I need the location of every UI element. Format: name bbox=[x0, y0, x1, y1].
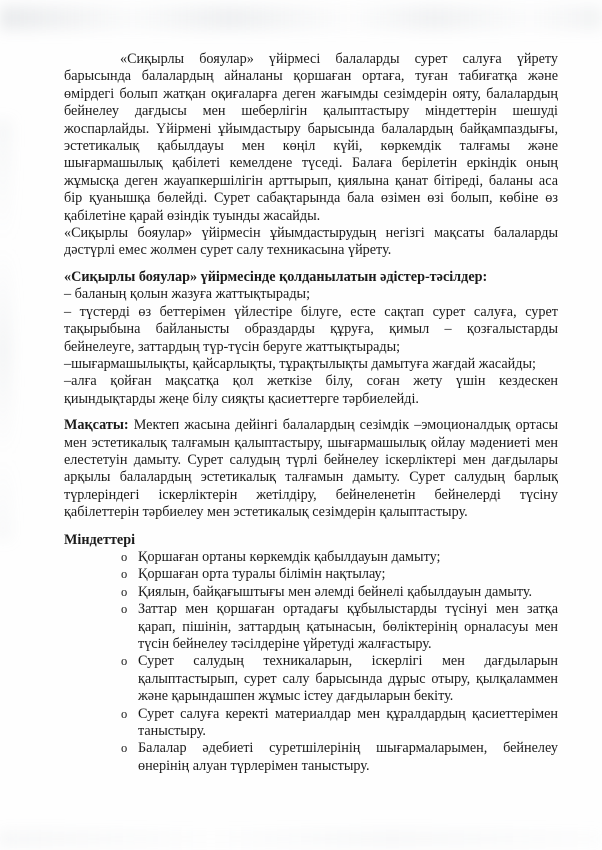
spacer bbox=[64, 260, 558, 269]
bullet-marker: o bbox=[121, 741, 128, 756]
method-item: – баланың қолын жазуға жаттықтырады; bbox=[64, 286, 311, 303]
list-item bbox=[64, 566, 558, 583]
tasks-list bbox=[64, 549, 558, 775]
method-item: – түстерді өз беттерімен үйлестіре білуге, есте сақтап сурет салуға, сурет тақырыбына байланысты образдарды құруға, қимыл – қозғалыстарды бейнелеуге, заттардың түр-түсін беруге жаттықтырады; bbox=[64, 303, 558, 355]
scan-artifact-top bbox=[0, 6, 602, 30]
bullet-marker: o bbox=[121, 567, 128, 582]
list-item bbox=[64, 601, 558, 653]
spacer bbox=[64, 522, 558, 532]
document-body bbox=[64, 51, 558, 775]
spacer bbox=[64, 408, 558, 417]
scan-artifact-bottom bbox=[0, 832, 602, 846]
list-item-text: Қиялын, байқағыштығы мен әлемді бейнелі қабылдауын дамыту. bbox=[138, 583, 533, 600]
goal-label: Мақсаты: bbox=[64, 417, 129, 434]
list-item-text: Қоршаған ортаны көркемдік қабылдауын дамыту; bbox=[138, 548, 441, 565]
bullet-marker: o bbox=[121, 654, 128, 669]
list-item bbox=[64, 653, 558, 705]
list-item-text: Сурет салуға керекті материалдар мен құралдардың қасиеттерімен таныстыру. bbox=[138, 705, 558, 740]
list-item-text: Балалар әдебиеті суретшілерінің шығармаларымен, бейнелеу өнерінің алуан түрлерімен таныстыру. bbox=[138, 740, 558, 774]
scan-artifact-left bbox=[0, 120, 12, 540]
list-item bbox=[64, 584, 558, 601]
method-item: –алға қойған мақсатқа қол жеткізе білу, соған жету үшін кездескен қиындықтарды жеңе білу сияқты қасиеттерге тәрбиелейді. bbox=[64, 373, 558, 407]
bullet-marker: o bbox=[121, 706, 128, 721]
bullet-marker: o bbox=[121, 584, 128, 599]
intro-paragraph: «Сиқырлы бояулар» үйірмесі балаларды сурет салуға үйрету барысында балалардың айналаны қоршаған ортаға, туған табиғатқа және өмірдегі болып жатқан оқиғаларға деген жағымды сезімдерін ояту, балалардың бейнелеу дағдысы мен шеберлігін қалыптастыру міндеттерін шешуді жоспарлайды. Үйірмені ұйымдастыру барысында балалардың байқампаздығы, эстетикалық қабылдауы мен көңіл күйі, көркемдік талғамы және шығармашылық қабілеті кемелдене түседі. Балаға берілетін еркіндік оның жұмысқа деген жауапкершілігін арттырып, қиялына қанат бітіреді, баланы аса бір қуанышқа бөлейді. Сурет сабақтарында бала өзімен өзі болып, көбіне өз қабілетіне қарай өзіндік туынды жасайды. bbox=[64, 51, 558, 224]
tasks-heading: Міндеттері bbox=[64, 531, 136, 548]
goal-text: Мектеп жасына дейінгі балалардың сезімдік –эмоционалдық ортасы мен эстетикалық талғамын қалыптастыру, шығармашылық ойлау мәдениеті мен елестетуін дамыту. Сурет салудың түрлі бейнелеу іскерліктері мен дағдылары арқылы балалардың эстетикалық талғамын дамыту. Сурет салудың барлық түрлеріндегі іскерліктерін жетілдіру, бейнеленетін бейнелерді түсіну қабілеттерін тәрбиелеу мен эстетикалық сезімдерін қалыптастыру. bbox=[64, 417, 558, 521]
list-item-text: Сурет салудың техникаларын, іскерлігі мен дағдыларын қалыптастырып, сурет салу барысында дұрыс отыру, қылқаламмен және қарындашпен жұмыс істеу дағдыларын бекіту. bbox=[138, 653, 558, 705]
methods-heading: «Сиқырлы бояулар» үйірмесінде қолданылатын әдістер-тәсілдер: bbox=[64, 268, 488, 285]
bullet-marker: o bbox=[121, 602, 128, 617]
list-item bbox=[64, 549, 558, 566]
list-item-text: Қоршаған орта туралы білімін нақтылау; bbox=[138, 566, 386, 583]
list-item bbox=[64, 740, 558, 775]
list-item-text: Заттар мен қоршаған ортадағы құбылыстарды түсінуі мен затқа қарап, пішінін, заттардың қатынасын, бөліктерінің орналасуы мен түсін бейнелеу тәсілдеріне үйретуді жалғастыру. bbox=[138, 601, 558, 652]
list-item bbox=[64, 706, 558, 741]
method-item: –шығармашылықты, қайсарлықты, тұрақтылықты дамытуға жағдай жасайды; bbox=[64, 355, 536, 372]
goal-paragraph bbox=[64, 417, 558, 521]
bullet-marker: o bbox=[121, 549, 128, 564]
secondary-paragraph: «Сиқырлы бояулар» үйірмесін ұйымдастырудың негізгі мақсаты балаларды дәстүрлі емес жолмен сурет салу техникасына үйрету. bbox=[64, 225, 558, 259]
